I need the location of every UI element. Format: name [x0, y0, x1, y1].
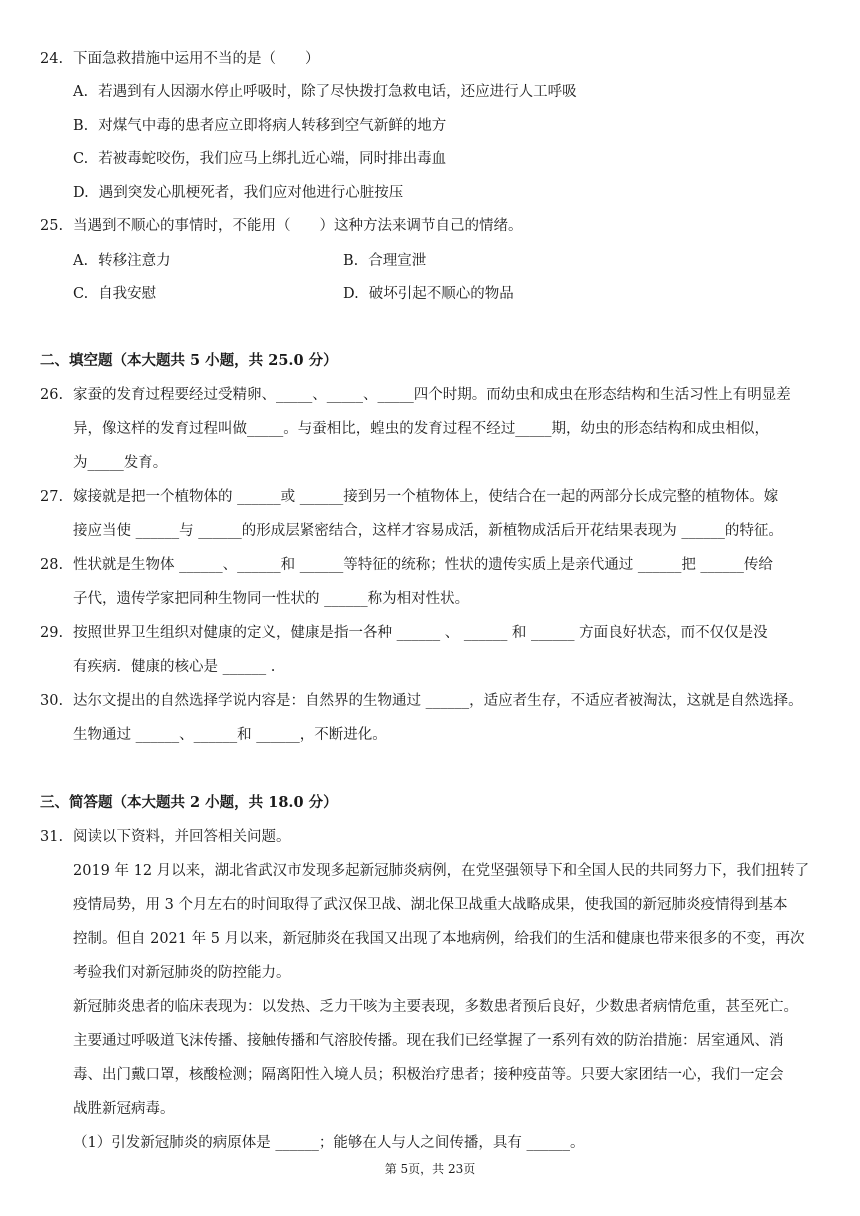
q31-paragraph-line: 疫情局势，用 3 个月左右的时间取得了武汉保卫战、湖北保卫战重大战略成果，使我国的新冠肺炎疫情得到基本 — [73, 897, 788, 913]
option-letter: D. — [343, 286, 359, 302]
option-letter: D. — [73, 185, 89, 201]
option-text: 遇到突发心肌梗死者，我们应对他进行心脏按压 — [98, 185, 404, 201]
q28-line: 子代，遗传学家把同种生物同一性状的 ______称为相对性状。 — [73, 591, 470, 607]
page-footer: 第 5页，共 23页 — [384, 1162, 476, 1176]
option-letter: B. — [73, 118, 89, 134]
q31-paragraph-line: 毒、出门戴口罩，核酸检测；隔离阳性入境人员；积极治疗患者；接种疫苗等。只要大家团结一心，我们一定会 — [73, 1067, 784, 1083]
q31-paragraph-line: 主要通过呼吸道飞沫传播、接触传播和气溶胶传播。现在我们已经掌握了一系列有效的防治措施：居室通风、消 — [73, 1033, 784, 1049]
q31-paragraph-line: 战胜新冠病毒。 — [73, 1101, 175, 1117]
q24-number: 24. — [40, 51, 64, 67]
option-text: 转移注意力 — [98, 253, 171, 269]
q25-option-a — [73, 251, 171, 271]
q25-stem: 当遇到不顺心的事情时，不能用（ ）这种方法来调节自己的情绪。 — [73, 218, 523, 234]
section-title-short-answer: 三、简答题（本大题共 2 小题，共 18.0 分） — [40, 794, 338, 811]
q24-option-b — [73, 116, 446, 136]
option-text: 自我安慰 — [98, 286, 157, 302]
q30-line: 生物通过 ______、______和 ______，不断进化。 — [73, 727, 387, 743]
q25-number: 25. — [40, 218, 64, 234]
q26-line: 家蚕的发育过程要经过受精卵、_____、_____、_____四个时期。而幼虫和成虫在形态结构和生活习性上有明显差 — [73, 387, 791, 403]
q28-number: 28. — [40, 557, 64, 573]
q26-line: 为_____发育。 — [73, 455, 168, 471]
q31-paragraph-line: 控制。但自 2021 年 5 月以来，新冠肺炎在我国又出现了本地病例，给我们的生活和健康也带来很多的不变，再次 — [73, 931, 805, 947]
q28-line: 性状就是生物体 ______、______和 ______等特征的统称；性状的遗传实质上是亲代通过 ______把 ______传给 — [73, 557, 773, 573]
option-letter: C. — [73, 286, 89, 302]
q26-number: 26. — [40, 387, 64, 403]
q25-option-c — [73, 284, 156, 304]
q29-number: 29. — [40, 625, 64, 641]
section-title-fill-in: 二、填空题（本大题共 5 小题，共 25.0 分） — [40, 352, 338, 369]
q29-line: 按照世界卫生组织对健康的定义，健康是指一各种 ______ 、 ______ 和 ______ 方面良好状态，而不仅仅是没 — [73, 625, 768, 641]
q31-paragraph-line: 新冠肺炎患者的临床表现为：以发热、乏力干咳为主要表现，多数患者预后良好，少数患者病情危重，甚至死亡。 — [73, 999, 798, 1015]
q27-number: 27. — [40, 489, 64, 505]
q31-number: 31. — [40, 829, 64, 845]
q31-paragraph-line: 2019 年 12 月以来，湖北省武汉市发现多起新冠肺炎病例，在党坚强领导下和全国人民的共同努力下，我们扭转了 — [73, 863, 810, 879]
q31-subquestion-1: （1）引发新冠肺炎的病原体是 ______；能够在人与人之间传播，具有 ______。 — [73, 1135, 585, 1151]
q24-option-a — [73, 82, 577, 102]
q25-option-b — [343, 251, 426, 271]
option-text: 破坏引起不顺心的物品 — [368, 286, 514, 302]
option-text: 若遇到有人因溺水停止呼吸时，除了尽快拨打急救电话，还应进行人工呼吸 — [98, 84, 577, 100]
q31-stem: 阅读以下资料，并回答相关问题。 — [73, 829, 291, 845]
option-letter: B. — [343, 253, 359, 269]
option-text: 合理宣泄 — [368, 253, 427, 269]
q27-line: 接应当使 ______与 ______的形成层紧密结合，这样才容易成活，新植物成活后开花结果表现为 ______的特征。 — [73, 523, 783, 539]
q24-option-d — [73, 183, 403, 203]
q26-line: 异，像这样的发育过程叫做_____。与蚕相比，蝗虫的发育过程不经过_____期，幼虫的形态结构和成虫相似， — [73, 421, 769, 437]
q30-number: 30. — [40, 693, 64, 709]
q24-option-c — [73, 149, 446, 169]
option-letter: A. — [73, 84, 89, 100]
q30-line: 达尔文提出的自然选择学说内容是：自然界的生物通过 ______，适应者生存，不适应者被淘汰，这就是自然选择。 — [73, 693, 803, 709]
q29-line: 有疾病．健康的核心是 ______ . — [73, 659, 276, 675]
q27-line: 嫁接就是把一个植物体的 ______或 ______接到另一个植物体上，使结合在一起的两部分长成完整的植物体。嫁 — [73, 489, 779, 505]
q31-paragraph-line: 考验我们对新冠肺炎的防控能力。 — [73, 965, 291, 981]
option-text: 若被毒蛇咬伤，我们应马上绑扎近心端，同时排出毒血 — [98, 151, 447, 167]
q24-stem: 下面急救措施中运用不当的是（ ） — [73, 51, 320, 67]
option-letter: A. — [73, 253, 89, 269]
option-letter: C. — [73, 151, 89, 167]
option-text: 对煤气中毒的患者应立即将病人转移到空气新鲜的地方 — [98, 118, 447, 134]
q25-option-d — [343, 284, 514, 304]
